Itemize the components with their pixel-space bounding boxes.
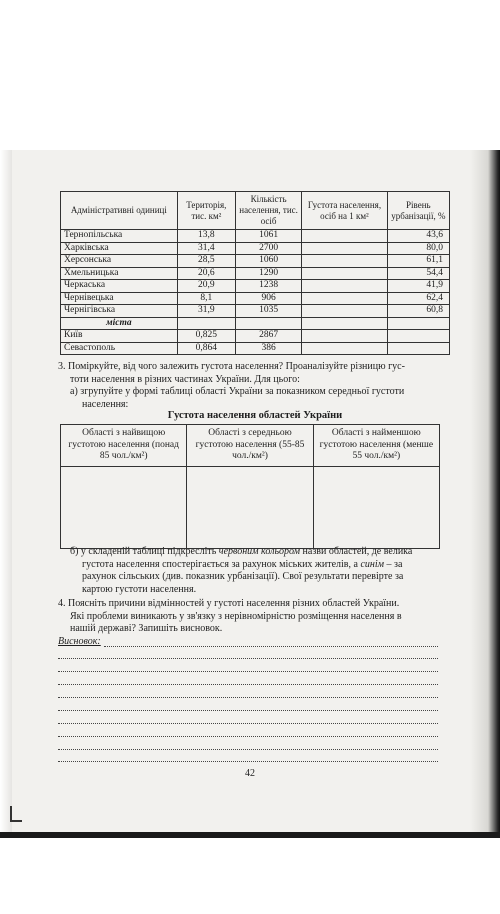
city-urbanization xyxy=(387,330,449,343)
answer-line[interactable] xyxy=(58,723,438,724)
page-number: 42 xyxy=(245,768,255,779)
task-3b-mid: назви областей, де велика xyxy=(300,546,413,557)
region-name: Чернівецька xyxy=(61,292,178,305)
header-density: Густота населення, осіб на 1 км² xyxy=(302,192,388,230)
region-urbanization: 60,8 xyxy=(387,305,449,318)
answer-line[interactable] xyxy=(58,684,438,685)
region-density xyxy=(302,267,388,280)
region-area: 20,9 xyxy=(177,280,235,293)
city-name: Севастополь xyxy=(61,342,178,355)
density-table-answer-row xyxy=(61,466,440,548)
task-4-line-2: Які проблеми виникають у зв'язку з нерівномірністю розміщення населення в xyxy=(70,610,402,622)
empty-cell xyxy=(177,317,235,330)
header-urbanization: Рівень урбанізації, % xyxy=(387,192,449,230)
region-density xyxy=(302,255,388,268)
section-label-cities: міста xyxy=(61,317,178,330)
task-3 xyxy=(58,361,458,386)
region-density xyxy=(302,305,388,318)
page-edge-left xyxy=(0,150,12,832)
region-name: Тернопільська xyxy=(61,230,178,243)
bottom-background xyxy=(0,838,500,914)
region-urbanization: 43,6 xyxy=(387,230,449,243)
task-4 xyxy=(58,598,458,636)
task-3a-line-2: населення: xyxy=(82,398,129,410)
answer-line[interactable] xyxy=(58,710,438,711)
city-population: 386 xyxy=(236,342,302,355)
table-section-row xyxy=(61,317,450,330)
region-name: Черкаська xyxy=(61,280,178,293)
region-urbanization: 41,9 xyxy=(387,280,449,293)
answer-cell-medium[interactable] xyxy=(187,466,313,548)
region-area: 31,9 xyxy=(177,305,235,318)
region-name: Хмельницька xyxy=(61,267,178,280)
table-row xyxy=(61,305,450,318)
region-area: 13,8 xyxy=(177,230,235,243)
region-density xyxy=(302,242,388,255)
region-area: 8,1 xyxy=(177,292,235,305)
table-row xyxy=(61,330,450,343)
task-4-line-1: 4. Поясніть причини відмінностей у густоті населення різних областей України. xyxy=(58,598,400,609)
density-table-title: Густота населення областей України xyxy=(167,410,343,421)
task-3b-line-2-prefix: густота населення спостерігається за рахунок міських жителів, а xyxy=(82,558,361,570)
answer-line[interactable] xyxy=(58,749,438,750)
header-medium-density: Області з середньою густотою населення (55-85 чол./км²) xyxy=(187,425,313,467)
region-urbanization: 61,1 xyxy=(387,255,449,268)
task-4-line-3: нашій державі? Запишіть висновок. xyxy=(70,623,223,634)
answer-line[interactable] xyxy=(58,697,438,698)
region-urbanization: 62,4 xyxy=(387,292,449,305)
region-population: 906 xyxy=(236,292,302,305)
answer-line[interactable] xyxy=(104,646,438,647)
region-population: 1060 xyxy=(236,255,302,268)
region-urbanization: 80,0 xyxy=(387,242,449,255)
header-low-density: Області з найменшою густотою населення (менше 55 чол./км²) xyxy=(313,425,439,467)
city-population: 2867 xyxy=(236,330,302,343)
table-row xyxy=(61,242,450,255)
header-units: Адміністративні одиниці xyxy=(61,192,178,230)
header-area: Територія, тис. км² xyxy=(177,192,235,230)
table-row xyxy=(61,267,450,280)
task-3-line-1: 3. Поміркуйте, від чого залежить густота населення? Проаналізуйте різницю гус- xyxy=(58,361,405,372)
region-population: 1035 xyxy=(236,305,302,318)
task-3b-line-4: картою густоти населення. xyxy=(82,583,197,595)
table-row xyxy=(61,255,450,268)
answer-line[interactable] xyxy=(58,658,438,659)
density-table-header xyxy=(61,425,440,467)
city-urbanization xyxy=(387,342,449,355)
header-high-density: Області з найвищою густотою населення (понад 85 чол./км²) xyxy=(61,425,187,467)
answer-line[interactable] xyxy=(58,761,438,762)
city-area: 0,864 xyxy=(177,342,235,355)
task-3-line-2: тоти населення в різних частинах України. Для цього: xyxy=(70,373,300,385)
region-population: 1061 xyxy=(236,230,302,243)
region-name: Херсонська xyxy=(61,255,178,268)
region-density xyxy=(302,280,388,293)
table-row xyxy=(61,230,450,243)
region-density xyxy=(302,292,388,305)
conclusion-label-text: Висновок: xyxy=(58,636,101,647)
city-density xyxy=(302,330,388,343)
population-table xyxy=(60,191,450,355)
page-shadow-right xyxy=(470,150,500,832)
answer-line[interactable] xyxy=(58,671,438,672)
task-3b-line-1 xyxy=(70,546,412,557)
region-area: 28,5 xyxy=(177,255,235,268)
answer-cell-high[interactable] xyxy=(61,466,187,548)
table-row xyxy=(61,280,450,293)
header-population: Кількість населення, тис. осіб xyxy=(236,192,302,230)
region-population: 1290 xyxy=(236,267,302,280)
city-area: 0,825 xyxy=(177,330,235,343)
city-name: Київ xyxy=(61,330,178,343)
task-3a-line-1: а) згрупуйте у формі таблиці області України за показником середньої густоти xyxy=(70,386,405,397)
table-row xyxy=(61,342,450,355)
task-3a xyxy=(70,386,450,411)
region-density xyxy=(302,230,388,243)
region-population: 2700 xyxy=(236,242,302,255)
region-area: 20,6 xyxy=(177,267,235,280)
empty-cell xyxy=(302,317,388,330)
task-3b-line-2 xyxy=(70,559,460,572)
population-table-header xyxy=(61,192,450,230)
region-name: Чернігівська xyxy=(61,305,178,318)
region-area: 31,4 xyxy=(177,242,235,255)
empty-cell xyxy=(387,317,449,330)
empty-cell xyxy=(236,317,302,330)
blue-color-phrase: синім xyxy=(360,558,384,570)
task-3b-line-3: рахунок сільських (див. показник урбанізації). Свої результати перевірте за xyxy=(82,571,404,582)
task-3b-prefix: б) у складеній таблиці підкресліть xyxy=(70,546,219,557)
corner-mark xyxy=(10,806,22,822)
city-density xyxy=(302,342,388,355)
task-3b-line-2-suffix: – за xyxy=(384,558,403,570)
region-name: Харківська xyxy=(61,242,178,255)
table-row xyxy=(61,292,450,305)
red-color-phrase: червоним кольором xyxy=(218,546,301,557)
answer-cell-low[interactable] xyxy=(313,466,439,548)
task-3b xyxy=(70,546,460,596)
density-groups-table xyxy=(60,424,440,549)
region-urbanization: 54,4 xyxy=(387,267,449,280)
region-population: 1238 xyxy=(236,280,302,293)
answer-line[interactable] xyxy=(58,736,438,737)
